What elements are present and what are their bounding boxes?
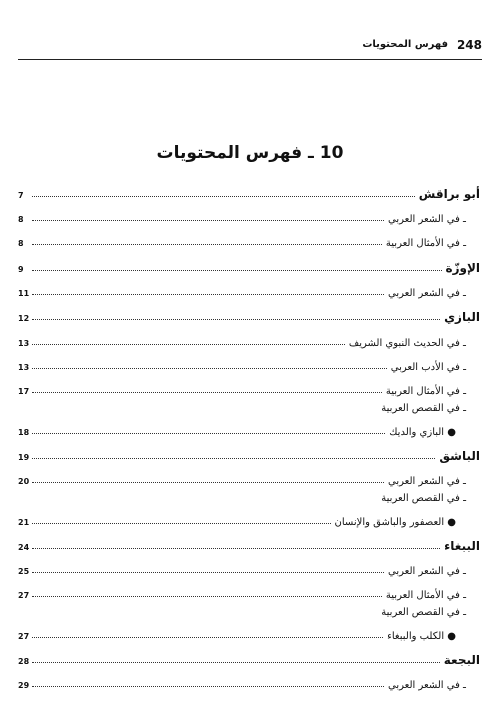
dot-leader xyxy=(32,219,384,221)
toc-story-entry xyxy=(18,510,480,528)
toc-main-entry xyxy=(18,649,480,667)
toc-main-entry xyxy=(18,306,480,324)
toc-main-entry xyxy=(18,535,480,553)
entry-page-number: 20 xyxy=(18,477,30,486)
entry-label: الإوزّة xyxy=(445,261,480,275)
entry-page-number: 12 xyxy=(18,314,30,323)
toc-main-entry xyxy=(18,183,480,201)
entry-page-number: 21 xyxy=(18,518,30,527)
entry-page-number: 8 xyxy=(18,239,24,248)
entry-page-number: 8 xyxy=(18,215,24,224)
dot-leader xyxy=(32,481,384,483)
toc-main-entry xyxy=(18,257,480,275)
dot-leader xyxy=(32,685,384,687)
toc-sub-entry xyxy=(18,673,480,691)
entry-page-number: 13 xyxy=(18,339,30,348)
toc-subheading: ـ في القصص العربية xyxy=(381,403,466,414)
entry-label: أبو براقش xyxy=(418,187,480,201)
table-of-contents xyxy=(18,0,480,711)
dot-leader xyxy=(32,571,384,573)
entry-page-number: 25 xyxy=(18,567,30,576)
toc-sub-entry xyxy=(18,207,480,225)
entry-label: البازي xyxy=(444,310,480,324)
dot-leader xyxy=(32,457,435,459)
toc-sub-entry xyxy=(18,583,480,601)
dot-leader xyxy=(32,367,387,369)
dot-leader xyxy=(32,432,385,434)
dot-leader xyxy=(32,595,382,597)
entry-label: ـ في الأمثال العربية xyxy=(385,386,466,397)
toc-story-entry xyxy=(18,420,480,438)
toc-sub-entry xyxy=(18,355,480,373)
entry-label: البجعة xyxy=(443,653,480,667)
entry-label: ● العصفور والباشق والإنسان xyxy=(334,517,456,528)
entry-page-number: 27 xyxy=(18,632,30,641)
dot-leader xyxy=(32,547,440,549)
entry-label: ـ في الأمثال العربية xyxy=(385,590,466,601)
toc-sub-entry xyxy=(18,379,480,397)
dot-leader xyxy=(32,391,382,393)
toc-subheading: ـ في القصص العربية xyxy=(381,607,466,618)
dot-leader xyxy=(32,318,440,320)
entry-page-number: 13 xyxy=(18,363,30,372)
dot-leader xyxy=(32,661,440,663)
entry-label: ـ في الشعر العربي xyxy=(388,288,466,299)
toc-main-entry xyxy=(18,445,480,463)
dot-leader xyxy=(32,293,384,295)
dot-leader xyxy=(32,243,382,245)
entry-label: ـ في الأمثال العربية xyxy=(385,238,466,249)
entry-label: ● البازي والديك xyxy=(389,427,456,438)
toc-sub-entry xyxy=(18,559,480,577)
dot-leader xyxy=(32,195,415,197)
entry-page-number: 24 xyxy=(18,543,30,552)
entry-label: ـ في الحديث النبوي الشريف xyxy=(348,338,466,349)
entry-label: ـ في الشعر العربي xyxy=(388,680,466,691)
toc-sub-entry xyxy=(18,469,480,487)
entry-page-number: 19 xyxy=(18,453,30,462)
dot-leader xyxy=(32,636,383,638)
dot-leader xyxy=(32,269,442,271)
entry-label: ـ في الشعر العربي xyxy=(388,214,466,225)
chapter-title: 10 ـ فهرس المحتويات xyxy=(156,143,344,163)
entry-label: ـ في الأدب العربي xyxy=(390,362,466,373)
entry-label: ـ في الشعر العربي xyxy=(388,566,466,577)
entry-page-number: 7 xyxy=(18,191,24,200)
toc-sub-entry xyxy=(18,281,480,299)
running-title: فهرس المحتويات xyxy=(362,39,448,50)
page-number: 248 xyxy=(456,38,482,52)
entry-page-number: 9 xyxy=(18,265,24,274)
entry-page-number: 27 xyxy=(18,591,30,600)
toc-sub-entry xyxy=(18,331,480,349)
toc-subheading: ـ في القصص العربية xyxy=(381,493,466,504)
entry-label: الببغاء xyxy=(444,539,480,553)
entry-page-number: 11 xyxy=(18,289,30,298)
dot-leader xyxy=(32,522,331,524)
toc-sub-entry xyxy=(18,231,480,249)
entry-page-number: 17 xyxy=(18,387,30,396)
dot-leader xyxy=(32,343,345,345)
entry-label: الباشق xyxy=(439,449,480,463)
entry-page-number: 18 xyxy=(18,428,30,437)
toc-story-entry xyxy=(18,624,480,642)
entry-page-number: 29 xyxy=(18,681,30,690)
entry-page-number: 28 xyxy=(18,657,30,666)
entry-label: ● الكلب والببغاء xyxy=(387,631,456,642)
entry-label: ـ في الشعر العربي xyxy=(388,476,466,487)
